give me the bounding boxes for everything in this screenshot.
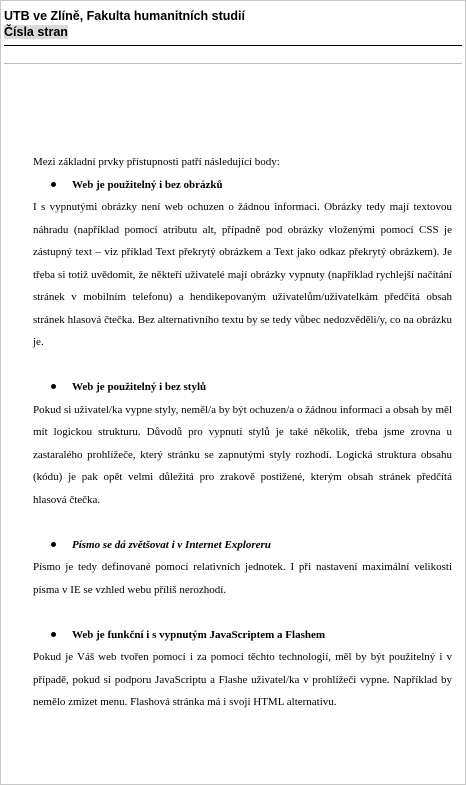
section-paragraph: I s vypnutými obrázky není web ochuzen o žádnou informaci. Obrázky tedy mají textovou náhradu (například pomocí atributu alt, případně pod obrázky vloženými pomocí CSS je zástupný text – viz příklad Text překrytý obrázkem a Text jako odkaz překrytý obrázkem). Je třeba si totiž uvědomit, že někteří uživatelé mají obrázky vypnuty (například rychlejší načítání stránek v mobilním telefonu) a hendikepovaným uživatelům/uživatelkám předčítá obsah stránek hlasová čtečka. Bez alternativního textu by se tedy vůbec nedozvěděli/y, co na obrázku je. — [33, 201, 452, 348]
section-title: Web je funkční i s vypnutým JavaScriptem a Flashem — [72, 628, 326, 641]
bullet-icon — [51, 632, 56, 637]
section-title: Web je použitelný i bez stylů — [72, 381, 207, 393]
intro-paragraph: Mezi základní prvky přístupnosti patří následující body: — [33, 156, 280, 168]
section-title: Web je použitelný i bez obrázků — [72, 178, 223, 191]
page-header — [4, 8, 462, 40]
document-body — [33, 151, 452, 714]
section-title: Písmo se dá zvětšovat i v Internet Exploreru — [72, 538, 271, 551]
section-paragraph: Písmo je tedy definované pomocí relativních jednotek. I při nastavení maximální velikosti písma v IE se vzhled webu příliš nerozhodí. — [33, 561, 452, 596]
section-paragraph: Pokud je Váš web tvořen pomocí i za pomoci těchto technologií, měl by být použitelný i v případě, pokud si podporu JavaScriptu a Flashe uživatel/ka v prohlížeči vypne. Například by nemělo zmizet menu. Flashová stránka má i svoji HTML alternativu. — [33, 651, 452, 708]
bullet-heading — [33, 534, 452, 557]
bullet-heading — [33, 376, 452, 399]
header-rule-light — [4, 63, 462, 64]
header-title: UTB ve Zlíně, Fakulta humanitních studií — [4, 9, 245, 23]
bullet-icon — [51, 182, 56, 187]
header-subtitle — [4, 24, 462, 40]
bullet-icon — [51, 384, 56, 389]
header-subtitle-text: Čísla stran — [4, 25, 68, 39]
bullet-heading — [33, 174, 452, 197]
bullet-icon — [51, 542, 56, 547]
header-rule — [4, 45, 462, 46]
section-paragraph: Pokud si uživatel/ka vypne styly, neměl/a by být ochuzen/a o žádnou informaci a obsah by měl mít logickou strukturu. Důvodů pro vypnutí stylů je také několik, třeba jsme zrovna u zastaralého prohlížeče, který stránku se zapnutými styly rozhodí. Logická struktura obsahu (kódu) je pak opět velmi důležitá pro zrakově postižené, kterým obsah stránek předčítá hlasová čtečka. — [33, 403, 452, 506]
bullet-heading — [33, 624, 452, 647]
